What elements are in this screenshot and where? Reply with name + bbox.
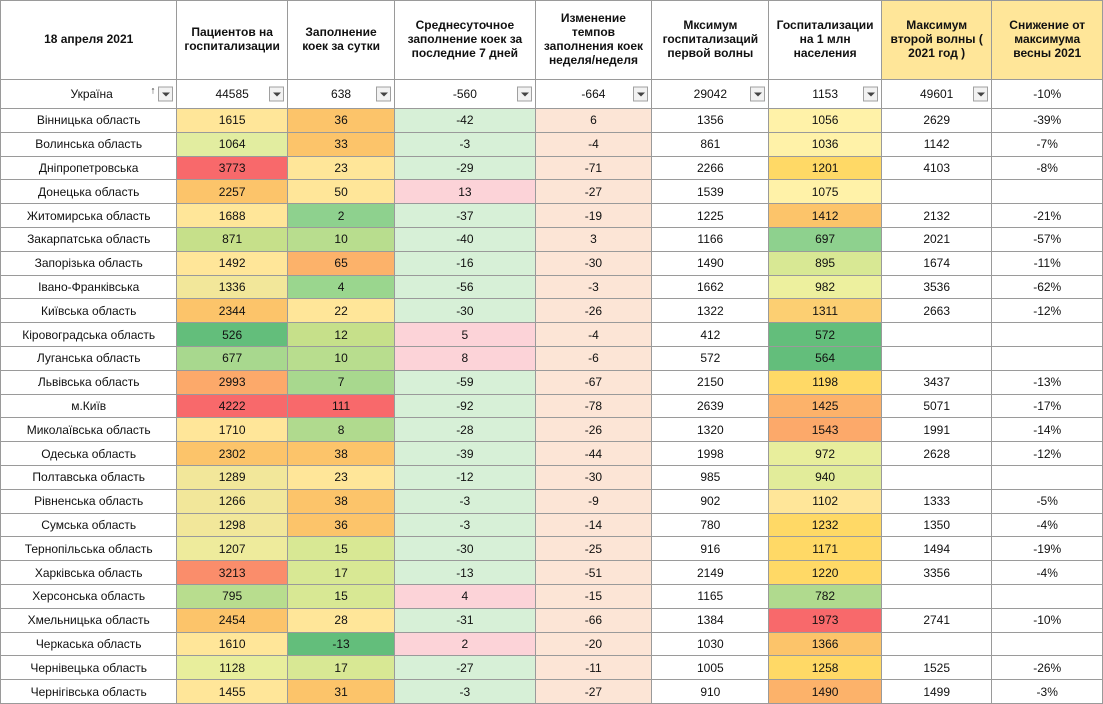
data-cell: -20 bbox=[535, 632, 652, 656]
data-cell: -3 bbox=[535, 275, 652, 299]
data-cell: -67 bbox=[535, 370, 652, 394]
table-row bbox=[1, 109, 1103, 133]
data-cell bbox=[992, 323, 1103, 347]
data-cell: 1991 bbox=[881, 418, 992, 442]
totals-cell-patients bbox=[177, 80, 288, 109]
data-cell: 13 bbox=[395, 180, 535, 204]
filter-dropdown-icon-per-million[interactable] bbox=[863, 87, 878, 102]
data-cell: -3 bbox=[395, 513, 535, 537]
data-cell: 1366 bbox=[769, 632, 882, 656]
totals-value-per-million: 1153 bbox=[812, 87, 838, 101]
totals-cell-decline bbox=[992, 80, 1103, 109]
table-row bbox=[1, 132, 1103, 156]
data-cell: -39% bbox=[992, 109, 1103, 133]
totals-cell-avg-7d bbox=[395, 80, 535, 109]
data-cell: -44 bbox=[535, 442, 652, 466]
data-cell: -12 bbox=[395, 465, 535, 489]
data-cell: 12 bbox=[287, 323, 394, 347]
totals-value-week-change: -664 bbox=[581, 87, 606, 101]
table-row bbox=[1, 442, 1103, 466]
data-cell bbox=[881, 323, 992, 347]
totals-cell-wave1-max bbox=[652, 80, 769, 109]
table-row bbox=[1, 656, 1103, 680]
data-cell: 1333 bbox=[881, 489, 992, 513]
data-cell: 982 bbox=[769, 275, 882, 299]
data-cell: 1036 bbox=[769, 132, 882, 156]
table-row bbox=[1, 346, 1103, 370]
data-cell: 4103 bbox=[881, 156, 992, 180]
data-cell: -12% bbox=[992, 442, 1103, 466]
data-cell bbox=[992, 584, 1103, 608]
data-cell: 2741 bbox=[881, 608, 992, 632]
data-cell: 3536 bbox=[881, 275, 992, 299]
data-cell: 1674 bbox=[881, 251, 992, 275]
data-cell: 1171 bbox=[769, 537, 882, 561]
table-row bbox=[1, 251, 1103, 275]
data-cell: 1610 bbox=[177, 632, 288, 656]
region-name-cell: Тернопільська область bbox=[1, 537, 177, 561]
data-cell: -28 bbox=[395, 418, 535, 442]
totals-cell-wave2-max bbox=[881, 80, 992, 109]
data-cell: -16 bbox=[395, 251, 535, 275]
data-cell: 2021 bbox=[881, 227, 992, 251]
data-cell: 1490 bbox=[652, 251, 769, 275]
data-cell: -40 bbox=[395, 227, 535, 251]
data-cell: 6 bbox=[535, 109, 652, 133]
data-cell: 572 bbox=[652, 346, 769, 370]
data-cell: 38 bbox=[287, 489, 394, 513]
data-cell: 972 bbox=[769, 442, 882, 466]
header-col-avg-7d: Среднесуточное заполнение коек за последние 7 дней bbox=[395, 1, 535, 80]
filter-dropdown-icon-patients[interactable] bbox=[269, 87, 284, 102]
data-cell: 677 bbox=[177, 346, 288, 370]
data-cell: 1207 bbox=[177, 537, 288, 561]
table-row bbox=[1, 394, 1103, 418]
data-cell: 2628 bbox=[881, 442, 992, 466]
data-cell: -9 bbox=[535, 489, 652, 513]
data-cell: 1322 bbox=[652, 299, 769, 323]
data-cell: 572 bbox=[769, 323, 882, 347]
data-cell: 1225 bbox=[652, 204, 769, 228]
data-cell: 2 bbox=[395, 632, 535, 656]
table-row bbox=[1, 465, 1103, 489]
data-cell: -3 bbox=[395, 489, 535, 513]
table-body bbox=[1, 109, 1103, 704]
region-name-cell: Житомирська область bbox=[1, 204, 177, 228]
region-name-cell: Одеська область bbox=[1, 442, 177, 466]
table-row bbox=[1, 204, 1103, 228]
data-cell: 1005 bbox=[652, 656, 769, 680]
data-cell: 17 bbox=[287, 656, 394, 680]
data-cell: 1490 bbox=[769, 680, 882, 704]
region-name-cell: Закарпатська область bbox=[1, 227, 177, 251]
totals-filter-row bbox=[1, 80, 1103, 109]
table-row bbox=[1, 680, 1103, 704]
totals-value-avg-7d: -560 bbox=[452, 87, 477, 101]
data-cell bbox=[992, 180, 1103, 204]
data-cell: -21% bbox=[992, 204, 1103, 228]
region-name-cell: Запорізька область bbox=[1, 251, 177, 275]
filter-dropdown-icon-avg-7d[interactable] bbox=[517, 87, 532, 102]
data-cell: 1298 bbox=[177, 513, 288, 537]
data-cell: -3 bbox=[395, 132, 535, 156]
data-cell: -26% bbox=[992, 656, 1103, 680]
data-cell: 1688 bbox=[177, 204, 288, 228]
data-cell: -10% bbox=[992, 608, 1103, 632]
data-cell: 697 bbox=[769, 227, 882, 251]
data-cell: -57% bbox=[992, 227, 1103, 251]
header-col-patients: Пациентов на госпитализации bbox=[177, 1, 288, 80]
data-cell: 111 bbox=[287, 394, 394, 418]
totals-cell-daily-fill bbox=[287, 80, 394, 109]
data-cell: 3773 bbox=[177, 156, 288, 180]
region-name-cell: Київська область bbox=[1, 299, 177, 323]
region-name-cell: Донецька область bbox=[1, 180, 177, 204]
header-col-wave2-max: Максимум второй волны ( 2021 год ) bbox=[881, 1, 992, 80]
data-cell: 1384 bbox=[652, 608, 769, 632]
totals-value-decline: -10% bbox=[1033, 87, 1062, 101]
data-cell: 795 bbox=[177, 584, 288, 608]
data-cell: -11 bbox=[535, 656, 652, 680]
data-cell: 8 bbox=[395, 346, 535, 370]
data-cell: 7 bbox=[287, 370, 394, 394]
data-cell: -7% bbox=[992, 132, 1103, 156]
table-row bbox=[1, 323, 1103, 347]
data-cell: 1128 bbox=[177, 656, 288, 680]
data-cell: -17% bbox=[992, 394, 1103, 418]
data-cell: 5 bbox=[395, 323, 535, 347]
data-cell: -66 bbox=[535, 608, 652, 632]
data-cell: 1492 bbox=[177, 251, 288, 275]
data-cell: 3356 bbox=[881, 561, 992, 585]
data-cell: 8 bbox=[287, 418, 394, 442]
data-cell: -26 bbox=[535, 418, 652, 442]
data-cell: 1166 bbox=[652, 227, 769, 251]
data-cell: 1064 bbox=[177, 132, 288, 156]
filter-dropdown-icon-daily-fill[interactable] bbox=[376, 87, 391, 102]
data-cell bbox=[992, 632, 1103, 656]
table-row bbox=[1, 370, 1103, 394]
data-cell: -12% bbox=[992, 299, 1103, 323]
region-name-cell: Чернігівська область bbox=[1, 680, 177, 704]
data-cell: 1220 bbox=[769, 561, 882, 585]
data-cell: 910 bbox=[652, 680, 769, 704]
data-cell: 4 bbox=[395, 584, 535, 608]
data-cell: 1499 bbox=[881, 680, 992, 704]
data-cell bbox=[881, 632, 992, 656]
data-cell: 17 bbox=[287, 561, 394, 585]
data-cell: -29 bbox=[395, 156, 535, 180]
data-cell: 1356 bbox=[652, 109, 769, 133]
data-cell: -4 bbox=[535, 323, 652, 347]
data-cell: 3213 bbox=[177, 561, 288, 585]
data-cell: 1539 bbox=[652, 180, 769, 204]
data-cell: 1350 bbox=[881, 513, 992, 537]
table-row bbox=[1, 156, 1103, 180]
data-cell: 940 bbox=[769, 465, 882, 489]
region-name-cell: Вінницька область bbox=[1, 109, 177, 133]
data-cell: 1266 bbox=[177, 489, 288, 513]
data-cell: 1425 bbox=[769, 394, 882, 418]
data-cell: 871 bbox=[177, 227, 288, 251]
data-cell: -92 bbox=[395, 394, 535, 418]
data-cell: 36 bbox=[287, 513, 394, 537]
data-cell: -30 bbox=[395, 537, 535, 561]
data-cell bbox=[992, 465, 1103, 489]
data-cell: 1075 bbox=[769, 180, 882, 204]
data-cell: 2454 bbox=[177, 608, 288, 632]
data-cell: 5071 bbox=[881, 394, 992, 418]
table-row bbox=[1, 418, 1103, 442]
data-cell: -31 bbox=[395, 608, 535, 632]
data-cell: 1258 bbox=[769, 656, 882, 680]
table-row bbox=[1, 180, 1103, 204]
table-row bbox=[1, 584, 1103, 608]
data-cell: 1232 bbox=[769, 513, 882, 537]
table-row bbox=[1, 632, 1103, 656]
header-col-wave1-max: Мксимум госпитализаций первой волны bbox=[652, 1, 769, 80]
header-col-daily-fill: Заполнение коек за сутки bbox=[287, 1, 394, 80]
filter-dropdown-icon-region[interactable] bbox=[158, 87, 173, 102]
data-cell: 1710 bbox=[177, 418, 288, 442]
data-cell: 1056 bbox=[769, 109, 882, 133]
data-cell: -37 bbox=[395, 204, 535, 228]
data-cell: 2266 bbox=[652, 156, 769, 180]
totals-value-daily-fill: 638 bbox=[331, 87, 352, 101]
data-cell: 564 bbox=[769, 346, 882, 370]
data-cell: 1030 bbox=[652, 632, 769, 656]
data-cell: 782 bbox=[769, 584, 882, 608]
data-cell: -4% bbox=[992, 513, 1103, 537]
table-header-row bbox=[1, 1, 1103, 80]
data-cell: 2257 bbox=[177, 180, 288, 204]
data-cell: 31 bbox=[287, 680, 394, 704]
data-cell: 22 bbox=[287, 299, 394, 323]
data-cell: 3437 bbox=[881, 370, 992, 394]
table-row bbox=[1, 561, 1103, 585]
data-cell: -59 bbox=[395, 370, 535, 394]
data-cell bbox=[881, 180, 992, 204]
data-cell: 3 bbox=[535, 227, 652, 251]
data-cell: 2639 bbox=[652, 394, 769, 418]
data-cell: 2149 bbox=[652, 561, 769, 585]
data-cell: -11% bbox=[992, 251, 1103, 275]
data-cell: 10 bbox=[287, 227, 394, 251]
data-cell: 1615 bbox=[177, 109, 288, 133]
data-cell: -13% bbox=[992, 370, 1103, 394]
data-cell: -19 bbox=[535, 204, 652, 228]
region-name-cell: Хмельницька область bbox=[1, 608, 177, 632]
data-cell: 1320 bbox=[652, 418, 769, 442]
totals-value-wave2-max: 49601 bbox=[919, 87, 954, 101]
data-cell: 1289 bbox=[177, 465, 288, 489]
data-cell: 902 bbox=[652, 489, 769, 513]
header-col-per-million: Госпитализации на 1 млн населения bbox=[769, 1, 882, 80]
data-cell: -3 bbox=[395, 680, 535, 704]
data-cell: 65 bbox=[287, 251, 394, 275]
data-cell: -30 bbox=[535, 465, 652, 489]
region-name-cell: Сумська область bbox=[1, 513, 177, 537]
data-cell: -51 bbox=[535, 561, 652, 585]
data-cell: 38 bbox=[287, 442, 394, 466]
data-cell: 1142 bbox=[881, 132, 992, 156]
data-cell: 28 bbox=[287, 608, 394, 632]
totals-region-label: Україна bbox=[70, 87, 113, 101]
data-cell: 985 bbox=[652, 465, 769, 489]
region-name-cell: Черкаська область bbox=[1, 632, 177, 656]
data-cell: 15 bbox=[287, 537, 394, 561]
data-cell: -42 bbox=[395, 109, 535, 133]
data-cell: -30 bbox=[535, 251, 652, 275]
region-name-cell: Львівська область bbox=[1, 370, 177, 394]
data-cell: 861 bbox=[652, 132, 769, 156]
data-cell: -62% bbox=[992, 275, 1103, 299]
data-cell: 1973 bbox=[769, 608, 882, 632]
table-row bbox=[1, 537, 1103, 561]
region-name-cell: Волинська область bbox=[1, 132, 177, 156]
region-name-cell: Полтавська область bbox=[1, 465, 177, 489]
data-cell: 2 bbox=[287, 204, 394, 228]
region-name-cell: м.Київ bbox=[1, 394, 177, 418]
data-cell: 1662 bbox=[652, 275, 769, 299]
data-cell bbox=[881, 584, 992, 608]
region-name-cell: Кіровоградська область bbox=[1, 323, 177, 347]
data-cell: 23 bbox=[287, 156, 394, 180]
data-cell: 916 bbox=[652, 537, 769, 561]
data-cell: 1525 bbox=[881, 656, 992, 680]
table-row bbox=[1, 227, 1103, 251]
data-cell: -8% bbox=[992, 156, 1103, 180]
data-cell: -14 bbox=[535, 513, 652, 537]
data-cell: 780 bbox=[652, 513, 769, 537]
data-cell: 412 bbox=[652, 323, 769, 347]
data-cell: 50 bbox=[287, 180, 394, 204]
table-row bbox=[1, 489, 1103, 513]
data-cell: 1102 bbox=[769, 489, 882, 513]
data-cell: 4 bbox=[287, 275, 394, 299]
data-cell: -19% bbox=[992, 537, 1103, 561]
data-cell: 2344 bbox=[177, 299, 288, 323]
header-col-week-change: Изменение темпов заполнения коек неделя/неделя bbox=[535, 1, 652, 80]
totals-cell-per-million bbox=[769, 80, 882, 109]
data-cell: 895 bbox=[769, 251, 882, 275]
data-cell: 36 bbox=[287, 109, 394, 133]
data-cell: -4% bbox=[992, 561, 1103, 585]
data-cell: 1998 bbox=[652, 442, 769, 466]
region-name-cell: Івано-Франківська bbox=[1, 275, 177, 299]
data-cell: 1311 bbox=[769, 299, 882, 323]
filter-dropdown-icon-wave2-max[interactable] bbox=[973, 87, 988, 102]
data-cell: 2993 bbox=[177, 370, 288, 394]
data-cell: 1201 bbox=[769, 156, 882, 180]
data-cell: -5% bbox=[992, 489, 1103, 513]
data-cell: -78 bbox=[535, 394, 652, 418]
data-cell: -3% bbox=[992, 680, 1103, 704]
table-row bbox=[1, 299, 1103, 323]
data-cell: 4222 bbox=[177, 394, 288, 418]
data-cell: -27 bbox=[395, 656, 535, 680]
data-cell: -39 bbox=[395, 442, 535, 466]
data-cell bbox=[881, 346, 992, 370]
data-cell: -4 bbox=[535, 132, 652, 156]
data-cell: -14% bbox=[992, 418, 1103, 442]
data-cell: 2663 bbox=[881, 299, 992, 323]
data-cell: 1198 bbox=[769, 370, 882, 394]
data-cell: -6 bbox=[535, 346, 652, 370]
data-cell: 2629 bbox=[881, 109, 992, 133]
table-row bbox=[1, 513, 1103, 537]
data-cell: 1494 bbox=[881, 537, 992, 561]
data-cell bbox=[881, 465, 992, 489]
data-cell: -30 bbox=[395, 299, 535, 323]
data-cell: 33 bbox=[287, 132, 394, 156]
region-name-cell: Рівненська область bbox=[1, 489, 177, 513]
data-cell: 2150 bbox=[652, 370, 769, 394]
data-cell: 1543 bbox=[769, 418, 882, 442]
filter-dropdown-icon-wave1-max[interactable] bbox=[750, 87, 765, 102]
data-cell: 2132 bbox=[881, 204, 992, 228]
data-cell: 1412 bbox=[769, 204, 882, 228]
data-cell: 10 bbox=[287, 346, 394, 370]
data-cell: -25 bbox=[535, 537, 652, 561]
table-row bbox=[1, 608, 1103, 632]
data-cell: -27 bbox=[535, 680, 652, 704]
region-name-cell: Херсонська область bbox=[1, 584, 177, 608]
table-row bbox=[1, 275, 1103, 299]
header-col-decline: Снижение от максимума весны 2021 bbox=[992, 1, 1103, 80]
data-cell: -15 bbox=[535, 584, 652, 608]
filter-dropdown-icon-week-change[interactable] bbox=[633, 87, 648, 102]
region-name-cell: Чернівецька область bbox=[1, 656, 177, 680]
data-cell: -13 bbox=[287, 632, 394, 656]
data-cell: -26 bbox=[535, 299, 652, 323]
region-name-cell: Харківська область bbox=[1, 561, 177, 585]
data-cell: 15 bbox=[287, 584, 394, 608]
data-cell bbox=[992, 346, 1103, 370]
data-cell: -56 bbox=[395, 275, 535, 299]
region-name-cell: Миколаївська область bbox=[1, 418, 177, 442]
region-name-cell: Луганська область bbox=[1, 346, 177, 370]
header-date-title: 18 апреля 2021 bbox=[1, 1, 177, 80]
region-name-cell: Дніпропетровська bbox=[1, 156, 177, 180]
data-cell: 23 bbox=[287, 465, 394, 489]
totals-value-wave1-max: 29042 bbox=[693, 87, 728, 101]
data-cell: -27 bbox=[535, 180, 652, 204]
data-cell: 526 bbox=[177, 323, 288, 347]
totals-region-cell bbox=[1, 80, 177, 109]
data-cell: -13 bbox=[395, 561, 535, 585]
totals-cell-week-change bbox=[535, 80, 652, 109]
data-cell: 1336 bbox=[177, 275, 288, 299]
data-cell: 1455 bbox=[177, 680, 288, 704]
totals-value-patients: 44585 bbox=[215, 87, 249, 101]
data-cell: -71 bbox=[535, 156, 652, 180]
data-cell: 1165 bbox=[652, 584, 769, 608]
data-cell: 2302 bbox=[177, 442, 288, 466]
